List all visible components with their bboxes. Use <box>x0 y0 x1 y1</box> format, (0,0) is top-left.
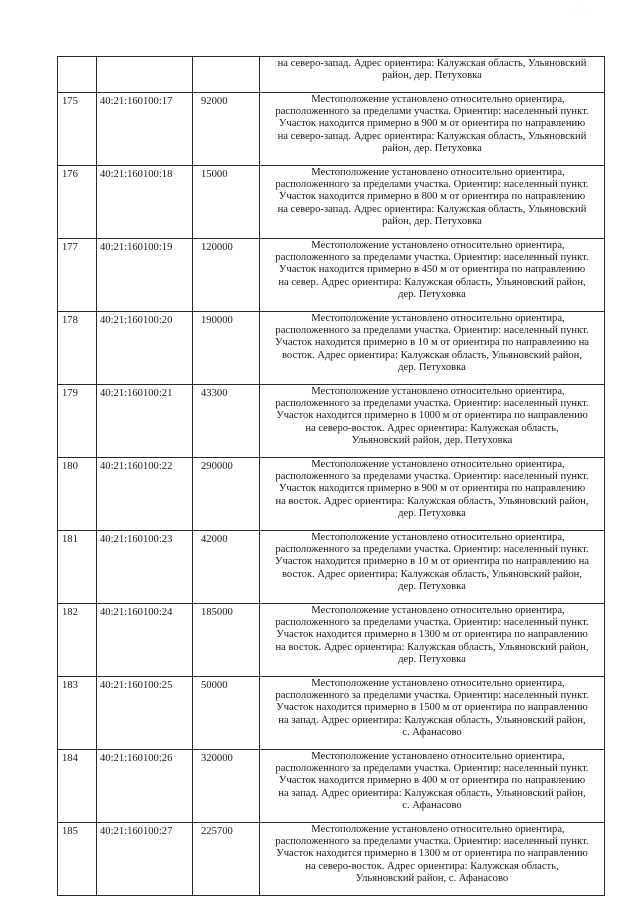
description-line: восток. Адрес ориентира: Калужская область, Ульяновский район, <box>282 568 582 580</box>
description-line: дер. Петуховка <box>398 653 466 665</box>
cadastral-number-cell: 40:21:160100:22 <box>97 458 193 531</box>
table-row <box>58 239 605 312</box>
table-row <box>58 166 605 239</box>
description-line: с. Афанасово <box>402 799 462 811</box>
row-number-cell: 185 <box>58 823 97 896</box>
cadastral-number-cell: 40:21:160100:19 <box>97 239 193 312</box>
cadastral-number-cell: 40:21:160100:23 <box>97 531 193 604</box>
table-row <box>58 823 605 896</box>
description-line: Местоположение установлено относительно ориентира, <box>311 824 565 835</box>
description-line: Местоположение установлено относительно ориентира, <box>311 167 565 178</box>
cadastral-number-cell: 40:21:160100:27 <box>97 823 193 896</box>
table-row <box>58 604 605 677</box>
table-row <box>58 57 605 93</box>
cadastral-number-cell: 40:21:160100:24 <box>97 604 193 677</box>
area-cell: 120000 <box>193 239 260 312</box>
table-row <box>58 531 605 604</box>
scan-artifact: · · · <box>568 6 587 12</box>
location-description-cell <box>260 166 605 239</box>
description-line: на восток. Адрес ориентира: Калужская область, Ульяновский район, <box>275 495 589 507</box>
description-line: на северо-запад. Адрес ориентира: Калужская область, Ульяновский <box>277 130 587 142</box>
description-line: расположенного за пределами участка. Ориентир: населенный пункт. <box>275 763 589 775</box>
area-cell: 42000 <box>193 531 260 604</box>
area-cell: 92000 <box>193 93 260 166</box>
area-cell: 185000 <box>193 604 260 677</box>
description-line: на запад. Адрес ориентира: Калужская область, Ульяновский район, <box>278 714 586 726</box>
row-number-cell: 182 <box>58 604 97 677</box>
description-line: расположенного за пределами участка. Ориентир: населенный пункт. <box>275 836 589 848</box>
description-line: Участок находится примерно в 800 м от ориентира по направлению <box>278 191 586 203</box>
area-cell: 190000 <box>193 312 260 385</box>
description-line: на северо-восток. Адрес ориентира: Калужская область, <box>305 860 559 872</box>
description-line: Местоположение установлено относительно ориентира, <box>311 94 565 105</box>
table-row <box>58 385 605 458</box>
cadastral-number-cell: 40:21:160100:17 <box>97 93 193 166</box>
description-line: Местоположение установлено относительно ориентира, <box>311 678 565 689</box>
row-number-cell <box>58 57 97 93</box>
location-description-cell <box>260 93 605 166</box>
cadastral-number-cell <box>97 57 193 93</box>
area-cell: 225700 <box>193 823 260 896</box>
description-line: на северо-восток. Адрес ориентира: Калужская область, <box>305 422 559 434</box>
description-line: дер. Петуховка <box>398 580 466 592</box>
description-line: Местоположение установлено относительно ориентира, <box>311 459 565 470</box>
description-line: расположенного за пределами участка. Ориентир: населенный пункт. <box>275 179 589 191</box>
description-line: расположенного за пределами участка. Ориентир: населенный пункт. <box>275 398 589 410</box>
land-plot-table <box>57 56 605 896</box>
description-line: Участок находится примерно в 450 м от ориентира по направлению <box>278 264 586 276</box>
description-line: расположенного за пределами участка. Ориентир: населенный пункт. <box>275 471 589 483</box>
description-line: Участок находится примерно в 10 м от ориентира по направлению на <box>275 337 589 349</box>
description-line: расположенного за пределами участка. Ориентир: населенный пункт. <box>275 106 589 118</box>
row-number-cell: 180 <box>58 458 97 531</box>
description-line: дер. Петуховка <box>398 507 466 519</box>
cadastral-number-cell: 40:21:160100:20 <box>97 312 193 385</box>
description-line: Участок находится примерно в 900 м от ориентира по направлению <box>278 483 586 495</box>
area-cell: 43300 <box>193 385 260 458</box>
description-line: расположенного за пределами участка. Ориентир: населенный пункт. <box>275 544 589 556</box>
description-line: расположенного за пределами участка. Ориентир: населенный пункт. <box>275 690 589 702</box>
description-line: район, дер. Петуховка <box>382 215 482 227</box>
description-line: Местоположение установлено относительно ориентира, <box>311 386 565 397</box>
description-line: Ульяновский район, дер. Петуховка <box>351 434 513 446</box>
description-line: на восток. Адрес ориентира: Калужская область, Ульяновский район, <box>275 641 589 653</box>
location-description-cell <box>260 677 605 750</box>
area-cell: 320000 <box>193 750 260 823</box>
description-line: Местоположение установлено относительно ориентира, <box>311 313 565 324</box>
description-line: восток. Адрес ориентира: Калужская область, Ульяновский район, <box>282 349 582 361</box>
description-line: расположенного за пределами участка. Ориентир: населенный пункт. <box>275 252 589 264</box>
location-description-cell <box>260 458 605 531</box>
row-number-cell: 175 <box>58 93 97 166</box>
row-number-cell: 178 <box>58 312 97 385</box>
description-line: на северо-запад. Адрес ориентира: Калужская область, Ульяновский <box>277 58 587 69</box>
description-line: дер. Петуховка <box>398 288 466 300</box>
description-line: дер. Петуховка <box>398 361 466 373</box>
table-row <box>58 750 605 823</box>
location-description-cell <box>260 57 605 93</box>
area-cell: 290000 <box>193 458 260 531</box>
description-line: Местоположение установлено относительно ориентира, <box>311 240 565 251</box>
row-number-cell: 177 <box>58 239 97 312</box>
description-line: район, дер. Петуховка <box>382 70 482 82</box>
description-line: на северо-запад. Адрес ориентира: Калужская область, Ульяновский <box>277 203 587 215</box>
area-cell: 50000 <box>193 677 260 750</box>
description-line: на север. Адрес ориентира: Калужская область, Ульяновский район, <box>278 276 586 288</box>
description-line: Участок находится примерно в 10 м от ориентира по направлению на <box>275 556 589 568</box>
location-description-cell <box>260 385 605 458</box>
location-description-cell <box>260 604 605 677</box>
description-line: Местоположение установлено относительно ориентира, <box>311 751 565 762</box>
description-line: Участок находится примерно в 1000 м от ориентира по направлению <box>276 410 588 422</box>
description-line: Участок находится примерно в 1500 м от ориентира по направлению <box>276 702 588 714</box>
location-description-cell <box>260 823 605 896</box>
description-line: Участок находится примерно в 900 м от ориентира по направлению <box>278 118 586 130</box>
row-number-cell: 184 <box>58 750 97 823</box>
area-cell: 15000 <box>193 166 260 239</box>
location-description-cell <box>260 750 605 823</box>
cadastral-number-cell: 40:21:160100:26 <box>97 750 193 823</box>
cadastral-number-cell: 40:21:160100:21 <box>97 385 193 458</box>
row-number-cell: 181 <box>58 531 97 604</box>
description-line: Участок находится примерно в 1300 м от ориентира по направлению <box>276 848 588 860</box>
table-row <box>58 312 605 385</box>
location-description-cell <box>260 531 605 604</box>
location-description-cell <box>260 312 605 385</box>
location-description-cell <box>260 239 605 312</box>
area-cell <box>193 57 260 93</box>
description-line: на запад. Адрес ориентира: Калужская область, Ульяновский район, <box>278 787 586 799</box>
description-line: Местоположение установлено относительно ориентира, <box>311 532 565 543</box>
description-line: с. Афанасово <box>402 726 462 738</box>
cadastral-number-cell: 40:21:160100:18 <box>97 166 193 239</box>
cadastral-number-cell: 40:21:160100:25 <box>97 677 193 750</box>
description-line: Местоположение установлено относительно ориентира, <box>311 605 565 616</box>
table-row <box>58 93 605 166</box>
row-number-cell: 183 <box>58 677 97 750</box>
description-line: район, дер. Петуховка <box>382 142 482 154</box>
description-line: расположенного за пределами участка. Ориентир: населенный пункт. <box>275 617 589 629</box>
row-number-cell: 179 <box>58 385 97 458</box>
description-line: расположенного за пределами участка. Ориентир: населенный пункт. <box>275 325 589 337</box>
table-row <box>58 458 605 531</box>
row-number-cell: 176 <box>58 166 97 239</box>
table-row <box>58 677 605 750</box>
description-line: Участок находится примерно в 1300 м от ориентира по направлению <box>276 629 588 641</box>
description-line: Ульяновский район, с. Афанасово <box>355 872 509 884</box>
description-line: Участок находится примерно в 400 м от ориентира по направлению <box>278 775 586 787</box>
